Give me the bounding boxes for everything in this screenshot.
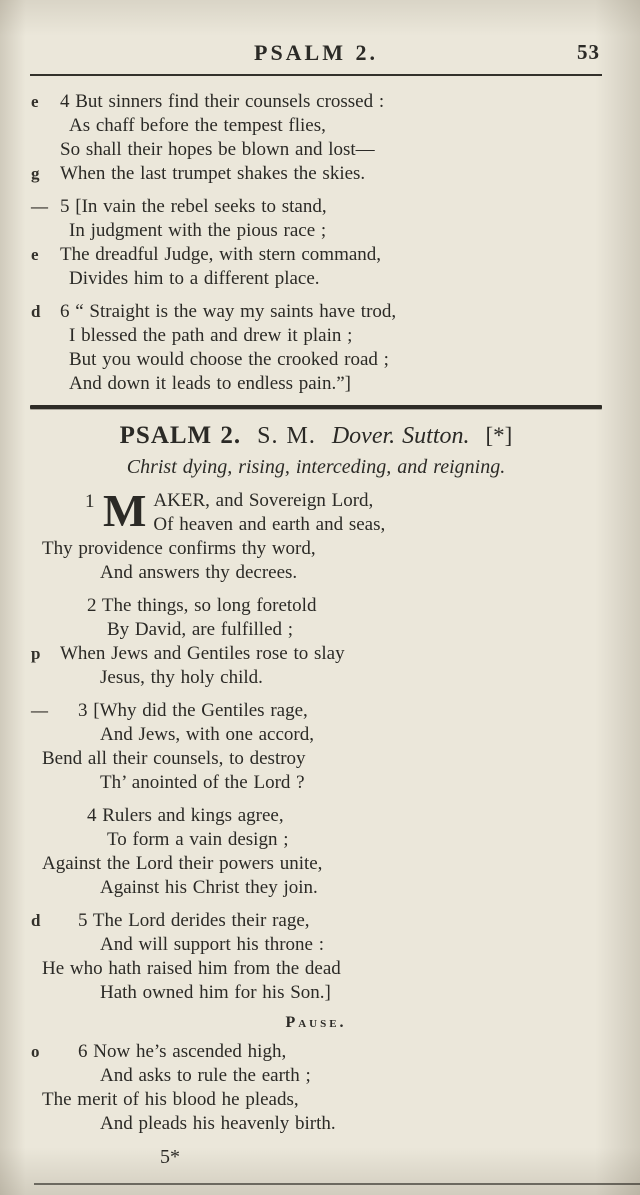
verse-line [40, 594, 602, 618]
pause-label: Pause. [285, 1014, 347, 1031]
verse-line [31, 300, 602, 324]
line-text: AKER, and Sovereign Lord, [153, 490, 374, 511]
line-text: In judgment with the pious race ; [69, 220, 327, 241]
verse-line [40, 114, 602, 138]
line-text: Divides him to a different place. [69, 268, 320, 289]
header-rule [30, 74, 602, 76]
hymn-title: PSALM 2. [119, 422, 242, 449]
stanza [31, 594, 602, 690]
line-text: Against his Christ they join. [100, 877, 318, 898]
line-text: When the last trumpet shakes the skies. [60, 163, 366, 184]
stanza [40, 804, 602, 900]
page-header [30, 40, 602, 66]
section-divider-rule [30, 405, 602, 409]
verse-line [40, 771, 602, 795]
line-text: Of heaven and earth and seas, [153, 514, 386, 535]
verse-line [40, 618, 602, 642]
hymn-heading [30, 421, 602, 451]
expression-mark: — [31, 197, 48, 216]
verse-line [31, 195, 602, 219]
verse-1-opening-lines [153, 489, 385, 537]
verse-line [40, 747, 602, 771]
line-text: 2 The things, so long foretold [87, 595, 317, 616]
line-text: And will support his throne : [100, 934, 325, 955]
verse-line [31, 243, 602, 267]
verse-line [40, 1088, 602, 1112]
verse-line [40, 267, 602, 291]
expression-mark: e [31, 92, 39, 111]
page-number: 53 [577, 40, 600, 64]
hymn-subtitle: Christ dying, rising, interceding, and reigning. [126, 456, 506, 478]
running-title: PSALM 2. [254, 40, 378, 65]
expression-mark: e [31, 245, 39, 264]
verse-6 [31, 1040, 602, 1136]
verse-line [40, 981, 602, 1005]
line-text: And asks to rule the earth ; [100, 1065, 311, 1086]
verse-line [40, 828, 602, 852]
line-text: As chaff before the tempest flies, [69, 115, 326, 136]
line-text: And answers thy decrees. [100, 562, 298, 583]
expression-mark: o [31, 1042, 40, 1061]
hymn-body [31, 485, 602, 1169]
drop-cap: M [103, 485, 147, 536]
line-text: Hath owned him for his Son.] [100, 982, 331, 1003]
line-text: The merit of his blood he pleads, [42, 1089, 299, 1110]
verse-number: 1 [85, 491, 95, 512]
verse-line [40, 852, 602, 876]
line-text: I blessed the path and drew it plain ; [69, 325, 353, 346]
verse-line [40, 561, 602, 585]
line-text: Thy providence confirms thy word, [42, 538, 316, 559]
stanza [31, 195, 602, 291]
verse-line [153, 489, 385, 513]
hymn-tune-names: Dover. Sutton. [331, 423, 470, 449]
stanza [31, 909, 602, 1005]
line-text: So shall their hopes be blown and lost— [60, 139, 375, 160]
line-text: By David, are fulfilled ; [107, 619, 294, 640]
expression-mark: — [31, 701, 48, 720]
line-text: The dreadful Judge, with stern command, [60, 244, 382, 265]
line-text: Jesus, thy holy child. [100, 667, 263, 688]
line-text: 4 Rulers and kings agree, [87, 805, 284, 826]
verse-line [40, 348, 602, 372]
verse-line [40, 372, 602, 396]
stanza [31, 699, 602, 795]
signature-mark: 5* [160, 1146, 180, 1168]
verse-line [40, 957, 602, 981]
line-text: He who hath raised him from the dead [42, 958, 341, 979]
verse-line [40, 804, 602, 828]
verse-line [40, 1064, 602, 1088]
verse-1 [40, 485, 602, 585]
verse-line [40, 219, 602, 243]
line-text: To form a vain design ; [107, 829, 289, 850]
verse-line [40, 666, 602, 690]
line-text: 5 [In vain the rebel seeks to stand, [60, 196, 327, 217]
verse-line [40, 537, 602, 561]
stanza [31, 300, 602, 396]
verse-1-rest [40, 537, 602, 585]
line-text: And down it leads to endless pain.”] [69, 373, 351, 394]
line-text: And pleads his heavenly birth. [100, 1113, 336, 1134]
expression-mark: g [31, 164, 40, 183]
verse-line [40, 1112, 602, 1136]
expression-mark: p [31, 644, 41, 663]
verse-line [31, 699, 602, 723]
verses-2-to-5 [31, 594, 602, 1005]
expression-mark: d [31, 911, 41, 930]
verse-line [31, 642, 602, 666]
line-text: 5 The Lord derides their rage, [78, 910, 310, 931]
line-text: But you would choose the crooked road ; [69, 349, 389, 370]
line-text: Against the Lord their powers unite, [42, 853, 323, 874]
hymn-meter: S. M. [257, 423, 316, 449]
verse-line [40, 933, 602, 957]
verse-line [40, 876, 602, 900]
line-text: And Jews, with one accord, [100, 724, 315, 745]
stanza [31, 90, 602, 186]
verse-line [40, 324, 602, 348]
continuation-section [31, 90, 602, 396]
line-text: When Jews and Gentiles rose to slay [60, 643, 345, 664]
verse-line [31, 1040, 602, 1064]
line-text: 3 [Why did the Gentiles rage, [78, 700, 308, 721]
verse-line [40, 723, 602, 747]
stanza [31, 1040, 602, 1136]
line-text: 4 But sinners find their counsels crossed : [60, 91, 385, 112]
verse-line [31, 909, 602, 933]
line-text: Bend all their counsels, to destroy [42, 748, 306, 769]
line-text: 6 “ Straight is the way my saints have trod, [60, 301, 397, 322]
expression-mark: d [31, 302, 41, 321]
verse-1-opening [40, 485, 602, 537]
line-text: 6 Now he’s ascended high, [78, 1041, 287, 1062]
verse-line [153, 513, 385, 537]
verse-line [31, 162, 602, 186]
scan-edge-line [34, 1183, 640, 1185]
verse-line [40, 138, 602, 162]
line-text: Th’ anointed of the Lord ? [100, 772, 305, 793]
hymn-selection-mark: [*] [485, 423, 513, 448]
verse-line [31, 90, 602, 114]
